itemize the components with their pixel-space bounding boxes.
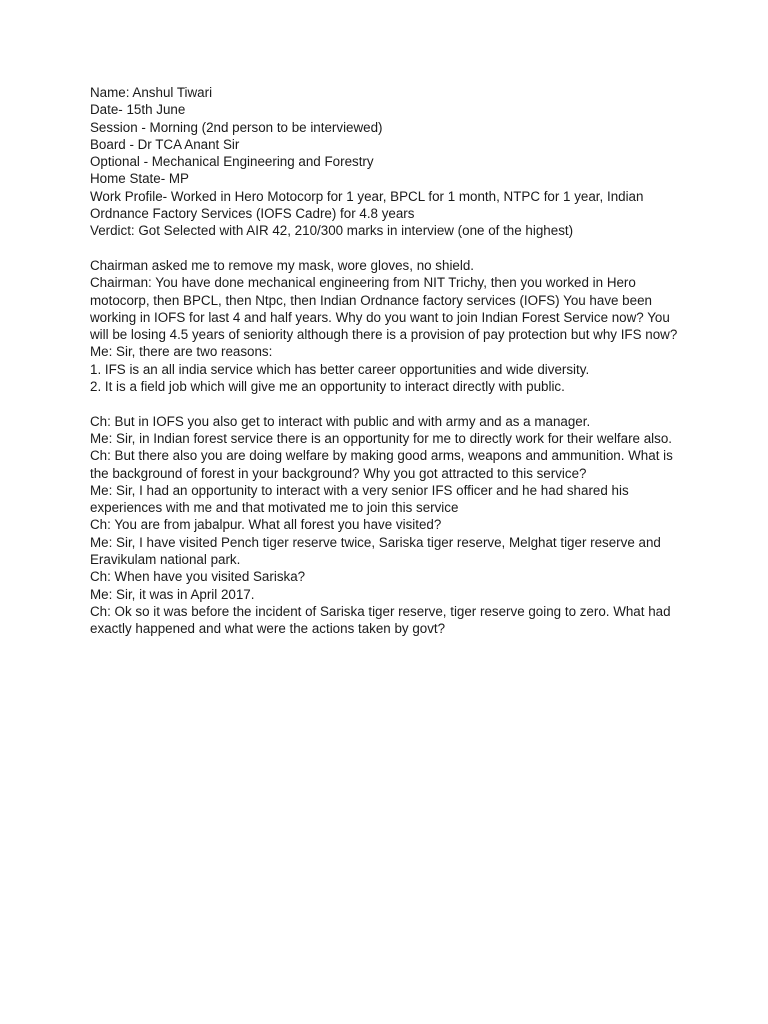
transcript-list-item: 1. IFS is an all india service which has better career opportunities and wide diversity.: [90, 361, 590, 377]
transcript-paragraph: Me: Sir, it was in April 2017.: [90, 586, 255, 602]
work-profile: Work Profile- Worked in Hero Motocorp for 1 year, BPCL for 1 month, NTPC for 1 year, Indian Ordnance Factory Services (IOFS Cadre) for 4.8 years: [90, 188, 644, 222]
interview-board: Board - Dr TCA Anant Sir: [90, 136, 240, 152]
transcript-list-item: 2. It is a field job which will give me an opportunity to interact directly with public.: [90, 379, 565, 395]
transcript-paragraph: Chairman asked me to remove my mask, wore gloves, no shield.: [90, 257, 475, 273]
candidate-details: [90, 84, 690, 240]
interview-date: Date- 15th June: [90, 102, 186, 118]
verdict: Verdict: Got Selected with AIR 42, 210/300 marks in interview (one of the highest): [90, 223, 574, 239]
transcript-paragraph: Ch: You are from jabalpur. What all forest you have visited?: [90, 517, 442, 533]
transcript-paragraph: Ch: But there also you are doing welfare by making good arms, weapons and ammunition. What is the background of forest in your background? Why you got attracted to this service?: [90, 448, 673, 481]
transcript-paragraph: Me: Sir, I had an opportunity to interact with a very senior IFS officer and he had shared his experiences with me and that motivated me to join this service: [90, 482, 629, 516]
transcript-paragraph: Chairman: You have done mechanical engineering from NIT Trichy, then you worked in Hero motocorp, then BPCL, then Ntpc, then Indian Ordnance factory services (IOFS) You have been working in IOFS for last 4 and half years. Why do you want to join Indian Forest Service now? You will be losing 4.5 years of seniority although there is a provision of pay protection but why IFS now?: [90, 275, 678, 343]
transcript-paragraph: Ch: Ok so it was before the incident of Sariska tiger reserve, tiger reserve going to zero. What had exactly happened and what were the actions taken by govt?: [90, 603, 671, 637]
transcript-paragraph: Ch: But in IOFS you also get to interact with public and with army and as a manager.: [90, 413, 591, 429]
interview-session: Session - Morning (2nd person to be interviewed): [90, 119, 383, 135]
home-state: Home State- MP: [90, 171, 189, 187]
transcript-group-reasons: [90, 274, 690, 395]
document-page: [90, 84, 690, 638]
candidate-name: Name: Anshul Tiwari: [90, 85, 213, 100]
transcript-paragraph: Ch: When have you visited Sariska?: [90, 569, 306, 585]
optional-subjects: Optional - Mechanical Engineering and Forestry: [90, 154, 374, 170]
transcript-paragraph: Me: Sir, I have visited Pench tiger reserve twice, Sariska tiger reserve, Melghat tiger reserve and Eravikulam national park.: [90, 534, 661, 568]
transcript-paragraph: Me: Sir, there are two reasons:: [90, 344, 273, 360]
transcript-paragraph: Me: Sir, in Indian forest service there is an opportunity for me to directly work for their welfare also.: [90, 430, 672, 446]
